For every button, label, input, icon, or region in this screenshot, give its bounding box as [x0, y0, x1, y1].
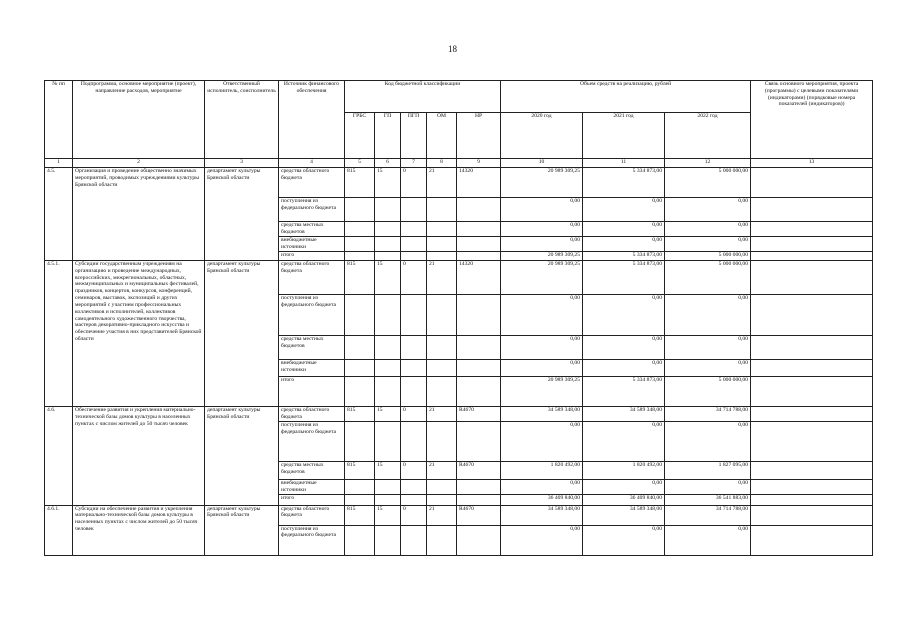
table-row [45, 261, 873, 295]
amount-2022: 0,00 [665, 525, 751, 555]
code-pgp [401, 422, 427, 462]
amount-2020: 0,00 [501, 295, 583, 336]
row-number: 4.6.1. [45, 505, 73, 555]
amount-2020: 1 820 492,00 [501, 462, 583, 480]
code-gp [375, 252, 401, 261]
code-gp: 15 [375, 168, 401, 198]
amount-2021: 5 334 873,00 [583, 377, 665, 407]
amount-2021: 5 334 873,00 [583, 252, 665, 261]
indicator-link [751, 222, 873, 237]
code-om [427, 295, 457, 336]
code-pgp [401, 252, 427, 261]
indicator-link [751, 480, 873, 495]
amount-2021: 5 334 873,00 [583, 168, 665, 198]
indicator-link [751, 505, 873, 525]
code-gp [375, 480, 401, 495]
indicator-link [751, 525, 873, 555]
code-nr [457, 480, 501, 495]
funding-source: средства местных бюджетов [279, 336, 345, 360]
funding-source: средства местных бюджетов [279, 462, 345, 480]
code-gp [375, 422, 401, 462]
code-nr: R4670 [457, 407, 501, 422]
funding-source: средства областного бюджета [279, 261, 345, 295]
code-nr [457, 377, 501, 407]
amount-2021: 34 589 348,00 [583, 505, 665, 525]
amount-2022: 1 827 095,00 [665, 462, 751, 480]
funding-source: средства областного бюджета [279, 407, 345, 422]
code-pgp [401, 480, 427, 495]
column-number: 12 [665, 159, 751, 168]
amount-2021: 0,00 [583, 422, 665, 462]
responsible-executor: департамент культуры Брянской области [205, 407, 279, 506]
code-nr: R4670 [457, 505, 501, 525]
code-grbs [345, 237, 375, 252]
code-grbs [345, 198, 375, 222]
header-nr: НР [457, 113, 501, 159]
code-om [427, 525, 457, 555]
code-nr [457, 222, 501, 237]
responsible-executor: департамент культуры Брянской области [205, 505, 279, 555]
header-om: ОМ [427, 113, 457, 159]
code-pgp [401, 336, 427, 360]
code-nr [457, 525, 501, 555]
funding-source: итого [279, 252, 345, 261]
funding-source: внебюджетные источники [279, 237, 345, 252]
code-grbs: 815 [345, 168, 375, 198]
code-grbs: 815 [345, 407, 375, 422]
table-row [45, 505, 873, 525]
indicator-link [751, 261, 873, 295]
header-link: Связь основного мероприятия, проекта (программы) с целевыми показателями (индикаторами) (порядковые номера показателей (индикаторов)) [751, 81, 873, 159]
code-nr [457, 237, 501, 252]
code-nr: 14320 [457, 261, 501, 295]
amount-2021: 0,00 [583, 360, 665, 377]
header-source: Источник финансового обеспечения [279, 81, 345, 159]
amount-2022: 5 000 000,00 [665, 377, 751, 407]
amount-2021: 34 589 348,00 [583, 407, 665, 422]
code-gp: 15 [375, 505, 401, 525]
code-grbs [345, 336, 375, 360]
code-grbs [345, 295, 375, 336]
code-om [427, 252, 457, 261]
amount-2021: 0,00 [583, 198, 665, 222]
funding-source: итого [279, 377, 345, 407]
code-grbs [345, 525, 375, 555]
code-nr: 14320 [457, 168, 501, 198]
amount-2022: 36 541 883,00 [665, 494, 751, 505]
column-number: 5 [345, 159, 375, 168]
code-gp [375, 336, 401, 360]
header-grbs: ГРБС [345, 113, 375, 159]
code-pgp: 0 [401, 407, 427, 422]
measure-name: Субсидии на обеспечение развития и укрепления материально-технической базы домов культуры в населенных пунктах с числом жителей до 50 тысяч человек [73, 505, 205, 555]
code-pgp: 0 [401, 505, 427, 525]
code-nr [457, 198, 501, 222]
funding-source: итого [279, 494, 345, 505]
code-om [427, 336, 457, 360]
column-number: 8 [427, 159, 457, 168]
column-number: 6 [375, 159, 401, 168]
indicator-link [751, 360, 873, 377]
amount-2020: 34 589 348,00 [501, 407, 583, 422]
amount-2022: 0,00 [665, 237, 751, 252]
code-gp: 15 [375, 261, 401, 295]
indicator-link [751, 462, 873, 480]
code-om [427, 360, 457, 377]
header-code: Код бюджетной классификации [345, 81, 501, 113]
amount-2020: 36 409 840,00 [501, 494, 583, 505]
code-pgp: 0 [401, 168, 427, 198]
table-row [45, 168, 873, 198]
column-number: 10 [501, 159, 583, 168]
funding-source: внебюджетные источники [279, 360, 345, 377]
code-gp [375, 295, 401, 336]
code-gp [375, 377, 401, 407]
code-om [427, 237, 457, 252]
amount-2021: 0,00 [583, 222, 665, 237]
amount-2020: 0,00 [501, 360, 583, 377]
measure-name: Организация и проведение общественно значимых мероприятий, проводимых учреждениями культуры Брянской области [73, 168, 205, 261]
code-grbs [345, 494, 375, 505]
column-number: 11 [583, 159, 665, 168]
funding-source: средства областного бюджета [279, 168, 345, 198]
code-pgp [401, 237, 427, 252]
amount-2022: 0,00 [665, 295, 751, 336]
amount-2021: 5 334 873,00 [583, 261, 665, 295]
amount-2020: 0,00 [501, 237, 583, 252]
code-gp: 15 [375, 407, 401, 422]
code-pgp: 0 [401, 462, 427, 480]
code-pgp [401, 198, 427, 222]
responsible-executor: департамент культуры Брянской области [205, 168, 279, 261]
amount-2020: 0,00 [501, 198, 583, 222]
code-om [427, 222, 457, 237]
row-number: 4.5.1. [45, 261, 73, 407]
code-grbs: 815 [345, 505, 375, 525]
code-pgp: 0 [401, 261, 427, 295]
indicator-link [751, 198, 873, 222]
code-pgp [401, 525, 427, 555]
amount-2022: 0,00 [665, 480, 751, 495]
header-pgp: ПГП [401, 113, 427, 159]
code-gp [375, 237, 401, 252]
indicator-link [751, 168, 873, 198]
indicator-link [751, 252, 873, 261]
header-num: № пп [45, 81, 73, 159]
amount-2022: 0,00 [665, 222, 751, 237]
amount-2022: 0,00 [665, 336, 751, 360]
code-om: 21 [427, 505, 457, 525]
header-gp: ГП [375, 113, 401, 159]
header-exec: Ответственный исполнитель, соисполнитель [205, 81, 279, 159]
row-number: 4.5. [45, 168, 73, 261]
code-pgp [401, 360, 427, 377]
column-number: 7 [401, 159, 427, 168]
funding-source: поступления из федерального бюджета [279, 525, 345, 555]
code-gp [375, 494, 401, 505]
code-pgp [401, 377, 427, 407]
amount-2020: 34 589 348,00 [501, 505, 583, 525]
amount-2020: 0,00 [501, 222, 583, 237]
amount-2020: 0,00 [501, 525, 583, 555]
amount-2022: 5 000 000,00 [665, 261, 751, 295]
amount-2021: 36 409 840,00 [583, 494, 665, 505]
page-number: 18 [448, 44, 457, 54]
measure-name: Обеспечение развития и укрепления материально-технической базы домов культуры в населенных пунктах с числом жителей до 50 тысяч человек [73, 407, 205, 506]
funding-source: внебюджетные источники [279, 480, 345, 495]
header-2022: 2022 год [665, 113, 751, 159]
funding-source: поступления из федерального бюджета [279, 198, 345, 222]
code-nr [457, 494, 501, 505]
code-grbs: 815 [345, 462, 375, 480]
header-volume: Объем средств на реализацию, рублей [501, 81, 751, 113]
code-pgp [401, 222, 427, 237]
code-om [427, 198, 457, 222]
code-om [427, 422, 457, 462]
code-grbs [345, 480, 375, 495]
code-om [427, 480, 457, 495]
header-2021: 2021 год [583, 113, 665, 159]
indicator-link [751, 237, 873, 252]
amount-2020: 20 989 309,25 [501, 168, 583, 198]
amount-2022: 5 000 000,00 [665, 252, 751, 261]
responsible-executor: департамент культуры Брянской области [205, 261, 279, 407]
indicator-link [751, 295, 873, 336]
indicator-link [751, 494, 873, 505]
amount-2022: 34 714 788,00 [665, 407, 751, 422]
indicator-link [751, 407, 873, 422]
amount-2020: 0,00 [501, 336, 583, 360]
code-pgp [401, 295, 427, 336]
code-gp: 15 [375, 462, 401, 480]
code-gp [375, 198, 401, 222]
funding-source: поступления из федерального бюджета [279, 295, 345, 336]
code-nr [457, 295, 501, 336]
code-om: 21 [427, 168, 457, 198]
amount-2022: 0,00 [665, 360, 751, 377]
column-number: 3 [205, 159, 279, 168]
amount-2022: 0,00 [665, 198, 751, 222]
code-om: 21 [427, 261, 457, 295]
amount-2022: 5 000 000,00 [665, 168, 751, 198]
code-pgp [401, 494, 427, 505]
column-number: 4 [279, 159, 345, 168]
amount-2022: 34 714 788,00 [665, 505, 751, 525]
code-om: 21 [427, 462, 457, 480]
measure-name: Субсидии государственным учреждениям на организацию и проведение международных, всероссийских, межрегиональных, областных, межмуниципальных и муниципальных фестивалей, праздников, концертов, конкурсов, конференций, семинаров, выставок, экспозиций и других мероприятий с участием профессиональных коллективов и исполнителей, коллективов самодеятельного художественного творчества, мастеров декоративно-прикладного искусства и обеспечение участия в них представителей Брянской области [73, 261, 205, 407]
code-grbs [345, 252, 375, 261]
amount-2021: 0,00 [583, 480, 665, 495]
indicator-link [751, 422, 873, 462]
amount-2021: 0,00 [583, 295, 665, 336]
column-number: 1 [45, 159, 73, 168]
code-grbs [345, 422, 375, 462]
code-grbs: 815 [345, 261, 375, 295]
header-2020: 2020 год [501, 113, 583, 159]
code-grbs [345, 222, 375, 237]
column-number: 13 [751, 159, 873, 168]
funding-source: средства областного бюджета [279, 505, 345, 525]
header-name: Подпрограмма, основное мероприятие (проект), направление расходов, мероприятие [73, 81, 205, 159]
column-number: 2 [73, 159, 205, 168]
code-om [427, 494, 457, 505]
funding-source: средства местных бюджетов [279, 222, 345, 237]
amount-2021: 0,00 [583, 237, 665, 252]
indicator-link [751, 336, 873, 360]
code-om [427, 377, 457, 407]
amount-2020: 20 989 309,25 [501, 252, 583, 261]
amount-2020: 20 989 309,25 [501, 261, 583, 295]
code-gp [375, 222, 401, 237]
budget-table [44, 80, 873, 556]
code-grbs [345, 360, 375, 377]
code-nr [457, 360, 501, 377]
amount-2021: 1 820 492,00 [583, 462, 665, 480]
amount-2022: 0,00 [665, 422, 751, 462]
row-number: 4.6. [45, 407, 73, 506]
code-nr [457, 252, 501, 261]
amount-2021: 0,00 [583, 336, 665, 360]
code-om: 21 [427, 407, 457, 422]
code-nr [457, 422, 501, 462]
code-gp [375, 360, 401, 377]
amount-2020: 0,00 [501, 480, 583, 495]
code-nr [457, 336, 501, 360]
amount-2021: 0,00 [583, 525, 665, 555]
code-grbs [345, 377, 375, 407]
column-number: 9 [457, 159, 501, 168]
table-row [45, 407, 873, 422]
amount-2020: 20 989 309,25 [501, 377, 583, 407]
code-nr: R4670 [457, 462, 501, 480]
funding-source: поступления из федерального бюджета [279, 422, 345, 462]
code-gp [375, 525, 401, 555]
indicator-link [751, 377, 873, 407]
amount-2020: 0,00 [501, 422, 583, 462]
